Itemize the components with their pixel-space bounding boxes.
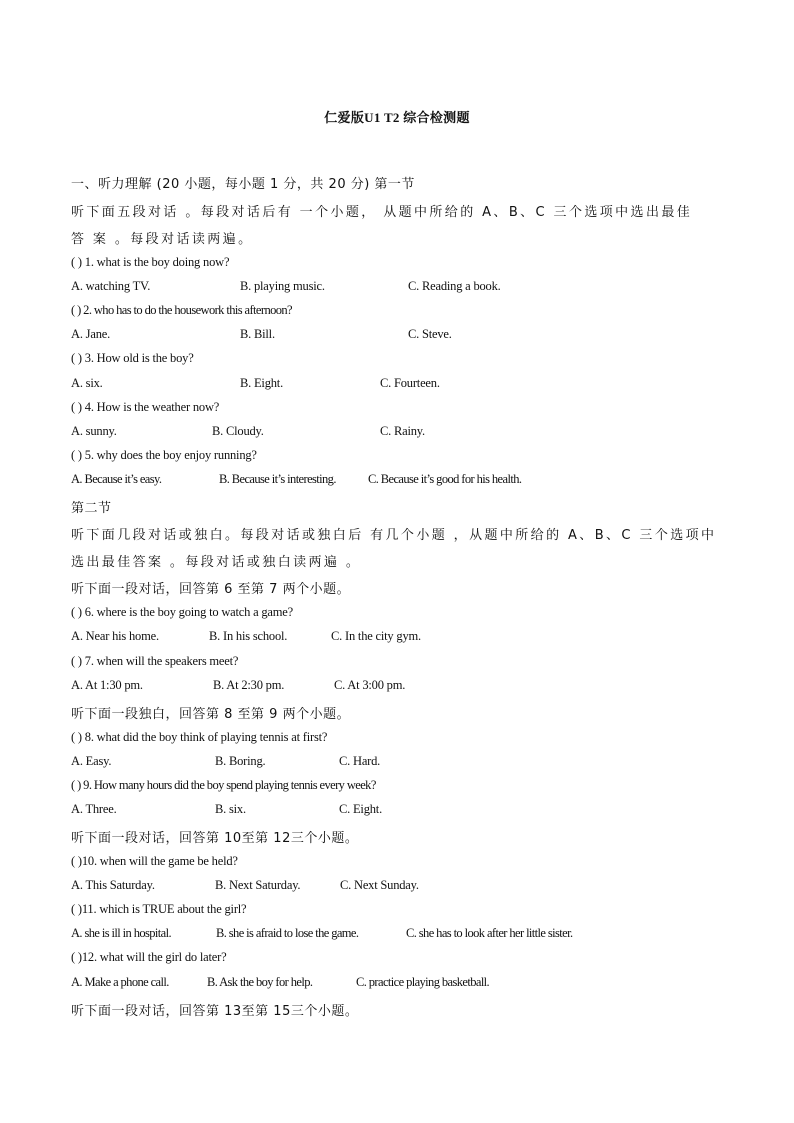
q8-option-b: B. Boring. bbox=[215, 754, 266, 768]
q12-option-c: C. practice playing basketball. bbox=[356, 975, 490, 989]
q10-option-b: B. Next Saturday. bbox=[215, 878, 301, 892]
section1-instruction-cont: 答 案 。每段对话读两遍。 bbox=[71, 232, 254, 247]
question-12: ( )12. what will the girl do later? bbox=[71, 950, 227, 964]
q8-option-c: C. Hard. bbox=[339, 754, 381, 768]
question-11: ( )11. which is TRUE about the girl? bbox=[71, 902, 247, 916]
question-3: ( ) 3. How old is the boy? bbox=[71, 351, 194, 365]
q5-option-a: A. Because it’s easy. bbox=[71, 472, 162, 486]
q3-option-a: A. six. bbox=[71, 376, 103, 390]
q2-option-b: B. Bill. bbox=[240, 327, 275, 341]
question-8: ( ) 8. what did the boy think of playing tennis at first? bbox=[71, 730, 328, 744]
q8-option-a: A. Easy. bbox=[71, 754, 112, 768]
question-1: ( ) 1. what is the boy doing now? bbox=[71, 255, 230, 269]
question-2: ( ) 2. who has to do the housework this afternoon? bbox=[71, 303, 292, 317]
q9-option-a: A. Three. bbox=[71, 802, 117, 816]
q4-option-a: A. sunny. bbox=[71, 424, 117, 438]
q12-option-a: A. Make a phone call. bbox=[71, 975, 169, 989]
page-title: 仁爱版U1 T2 综合检测题 bbox=[324, 110, 470, 125]
question-4: ( ) 4. How is the weather now? bbox=[71, 400, 220, 414]
q1-option-c: C. Reading a book. bbox=[408, 279, 501, 293]
q11-option-a: A. she is ill in hospital. bbox=[71, 926, 172, 940]
q7-option-c: C. At 3:00 pm. bbox=[334, 678, 406, 692]
q10-option-c: C. Next Sunday. bbox=[340, 878, 419, 892]
q3-option-b: B. Eight. bbox=[240, 376, 283, 390]
q1-option-b: B. playing music. bbox=[240, 279, 325, 293]
q1-option-a: A. watching TV. bbox=[71, 279, 151, 293]
question-7: ( ) 7. when will the speakers meet? bbox=[71, 654, 239, 668]
q5-option-b: B. Because it’s interesting. bbox=[219, 472, 336, 486]
q5-option-c: C. Because it’s good for his health. bbox=[368, 472, 522, 486]
q11-option-b: B. she is afraid to lose the game. bbox=[216, 926, 359, 940]
section1-instruction: 听下面五段对话 。每段对话后有 一个小题， 从题中所给的 A、B、C 三个选项中选出最佳 bbox=[71, 205, 693, 220]
q12-option-b: B. Ask the boy for help. bbox=[207, 975, 313, 989]
q6-option-b: B. In his school. bbox=[209, 629, 288, 643]
question-6: ( ) 6. where is the boy going to watch a game? bbox=[71, 605, 293, 619]
group-intro-13-15: 听下面一段对话，回答第 13至第 15三个小题。 bbox=[71, 1004, 359, 1019]
section1-heading: 一、听力理解 (20 小题，每小题 1 分，共 20 分) 第一节 bbox=[71, 177, 415, 192]
q9-option-b: B. six. bbox=[215, 802, 246, 816]
question-10: ( )10. when will the game be held? bbox=[71, 854, 238, 868]
q4-option-b: B. Cloudy. bbox=[212, 424, 264, 438]
question-5: ( ) 5. why does the boy enjoy running? bbox=[71, 448, 257, 462]
q9-option-c: C. Eight. bbox=[339, 802, 382, 816]
q10-option-a: A. This Saturday. bbox=[71, 878, 155, 892]
group-intro-6-7: 听下面一段对话，回答第 6 至第 7 两个小题。 bbox=[71, 582, 351, 597]
group-intro-10-12: 听下面一段对话，回答第 10至第 12三个小题。 bbox=[71, 831, 359, 846]
section2-heading: 第二节 bbox=[71, 501, 112, 516]
q7-option-a: A. At 1:30 pm. bbox=[71, 678, 143, 692]
question-9: ( ) 9. How many hours did the boy spend playing tennis every week? bbox=[71, 778, 376, 792]
section2-instruction: 听下面几段对话或独白。每段对话或独白后 有几个小题 ，从题中所给的 A、B、C 三个选项中 bbox=[71, 528, 717, 543]
group-intro-8-9: 听下面一段独白，回答第 8 至第 9 两个小题。 bbox=[71, 707, 351, 722]
q3-option-c: C. Fourteen. bbox=[380, 376, 440, 390]
q6-option-c: C. In the city gym. bbox=[331, 629, 421, 643]
section2-instruction-cont: 选出最佳答案 。每段对话或独白读两遍 。 bbox=[71, 555, 362, 570]
q6-option-a: A. Near his home. bbox=[71, 629, 159, 643]
q11-option-c: C. she has to look after her little sister. bbox=[406, 926, 573, 940]
q2-option-a: A. Jane. bbox=[71, 327, 111, 341]
q2-option-c: C. Steve. bbox=[408, 327, 452, 341]
q7-option-b: B. At 2:30 pm. bbox=[213, 678, 285, 692]
q4-option-c: C. Rainy. bbox=[380, 424, 425, 438]
